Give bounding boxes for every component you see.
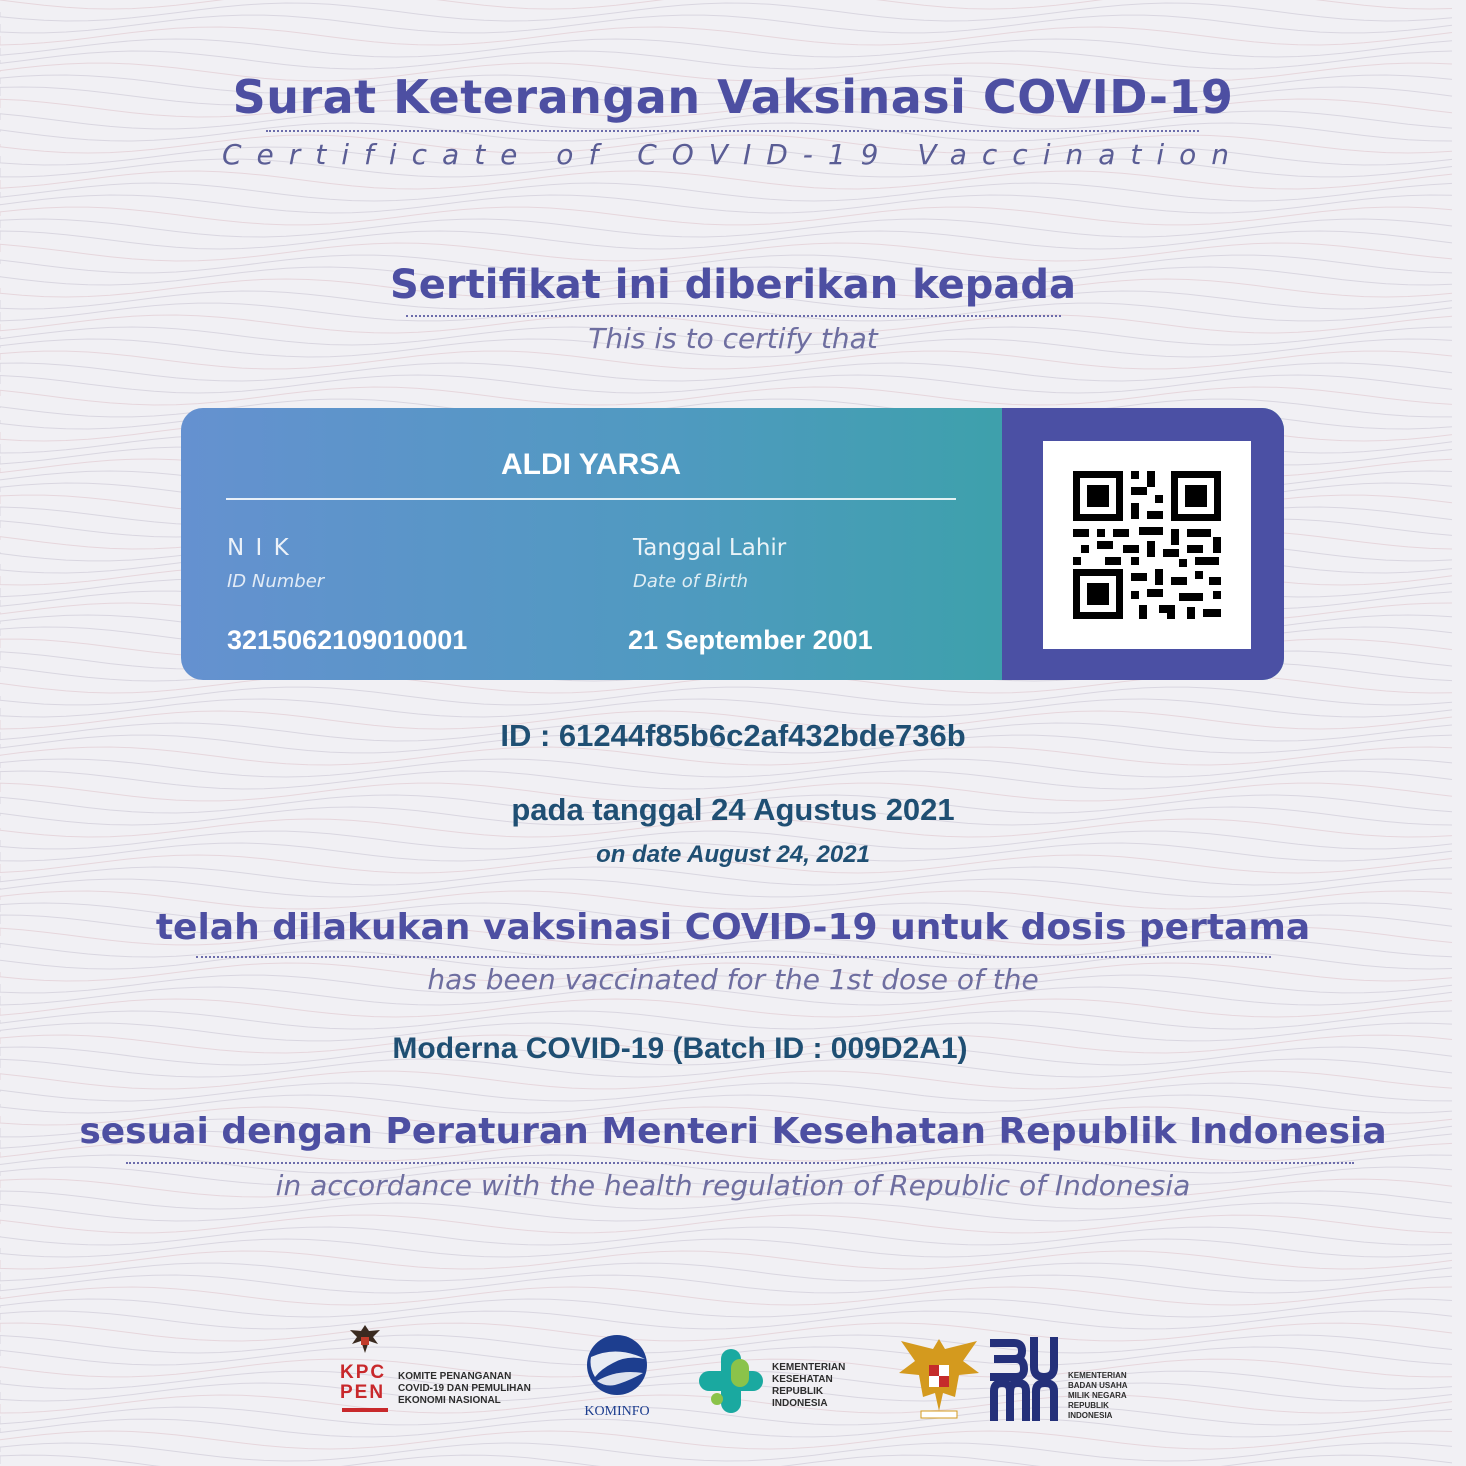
guilloche-wave (0, 759, 1452, 777)
kpcpen-line1: KOMITE PENANGANAN (398, 1371, 512, 1382)
kemenkes-line2: KESEHATAN (772, 1374, 833, 1385)
guilloche-wave (0, 1275, 1452, 1293)
bumn-line4: REPUBLIK (1068, 1401, 1109, 1410)
nik-label: N I K (227, 535, 291, 561)
vaccinated-statement: telah dilakukan vaksinasi COVID-19 untuk dosis pertama (155, 907, 1311, 948)
kominfo-text: KOMINFO (584, 1404, 650, 1419)
certify-english: This is to certify that (588, 322, 878, 355)
page-title: Surat Keterangan Vaksinasi COVID-19 (232, 70, 1234, 124)
vaccination-date-en: on date August 24, 2021 (596, 841, 870, 868)
guilloche-wave (0, 15, 1452, 33)
guilloche-wave (0, 1011, 1452, 1029)
kemenkes-line4: INDONESIA (772, 1398, 828, 1409)
kpcpen-underline (342, 1408, 388, 1412)
regulation-english: in accordance with the health regulation of Republic of Indonesia (275, 1169, 1191, 1202)
kemenkes-line1: KEMENTERIAN (772, 1362, 846, 1373)
regulation-statement: sesuai dengan Peraturan Menteri Kesehatan Republik Indonesia (79, 1111, 1387, 1152)
guilloche-wave (0, 231, 1452, 249)
guilloche-wave (0, 1239, 1452, 1257)
guilloche-wave (0, 39, 1452, 57)
dob-label-en: Date of Birth (633, 571, 749, 592)
vaccinated-english: has been vaccinated for the 1st dose of the (427, 963, 1039, 996)
footer-logos (0, 1315, 1466, 1425)
page-subtitle: Certificate of COVID-19 Vaccination (221, 138, 1245, 171)
pen-text: PEN (340, 1382, 386, 1403)
guilloche-wave (0, 879, 1452, 897)
guilloche-wave (0, 1443, 1452, 1461)
kominfo-globe-icon (583, 1333, 651, 1397)
guilloche-wave (0, 387, 1452, 405)
title-divider (266, 130, 1199, 132)
name-underline (226, 498, 956, 500)
holder-card (181, 408, 1284, 680)
bumn-line2: BADAN USAHA (1068, 1381, 1128, 1390)
certificate-id: ID : 61244f85b6c2af432bde736b (500, 718, 966, 753)
vaccination-date: pada tanggal 24 Agustus 2021 (511, 792, 955, 827)
guilloche-wave (0, 1251, 1452, 1269)
nik-label-en: ID Number (227, 571, 325, 592)
kemenkes-icon (697, 1345, 765, 1417)
guilloche-wave (0, 207, 1452, 225)
guilloche-wave (0, 1083, 1452, 1101)
kpcpen-line3: EKONOMI NASIONAL (398, 1395, 501, 1406)
bumn-line5: INDONESIA (1068, 1411, 1113, 1420)
holder-name: ALDI YARSA (500, 448, 682, 481)
guilloche-wave (0, 3, 1452, 21)
guilloche-wave (0, 27, 1452, 45)
guilloche-wave (0, 1287, 1452, 1305)
kpc-text: KPC (340, 1362, 387, 1383)
guilloche-wave (0, 51, 1452, 69)
guilloche-wave (0, 375, 1452, 393)
guilloche-wave (0, 687, 1452, 705)
qr-code-icon (1043, 441, 1251, 649)
bumn-line3: MILIK NEGARA (1068, 1391, 1127, 1400)
dob-value: 21 September 2001 (628, 625, 873, 655)
qr-code[interactable] (1043, 441, 1251, 649)
regulation-divider (126, 1162, 1354, 1164)
garuda-pancasila-icon (897, 1335, 981, 1421)
dob-label: Tanggal Lahir (633, 535, 787, 561)
garuda-small-icon (347, 1322, 383, 1356)
vaccine-name: Moderna COVID-19 (Batch ID : 009D2A1) (392, 1032, 968, 1065)
kemenkes-line3: REPUBLIK (772, 1386, 824, 1397)
certify-divider (406, 315, 1061, 317)
certify-heading: Sertifikat ini diberikan kepada (389, 262, 1077, 308)
guilloche-wave (0, 1431, 1452, 1449)
vaccinated-divider (196, 956, 1271, 958)
bumn-icon (990, 1337, 1060, 1421)
nik-value: 3215062109010001 (227, 625, 468, 655)
guilloche-wave (0, 195, 1452, 213)
guilloche-wave (0, 1215, 1452, 1233)
bumn-line1: KEMENTERIAN (1068, 1371, 1127, 1380)
guilloche-wave (0, 999, 1452, 1017)
guilloche-wave (0, 771, 1452, 789)
guilloche-wave (0, 1263, 1452, 1281)
guilloche-wave (0, 1203, 1452, 1221)
kpcpen-line2: COVID-19 DAN PEMULIHAN (398, 1383, 531, 1394)
